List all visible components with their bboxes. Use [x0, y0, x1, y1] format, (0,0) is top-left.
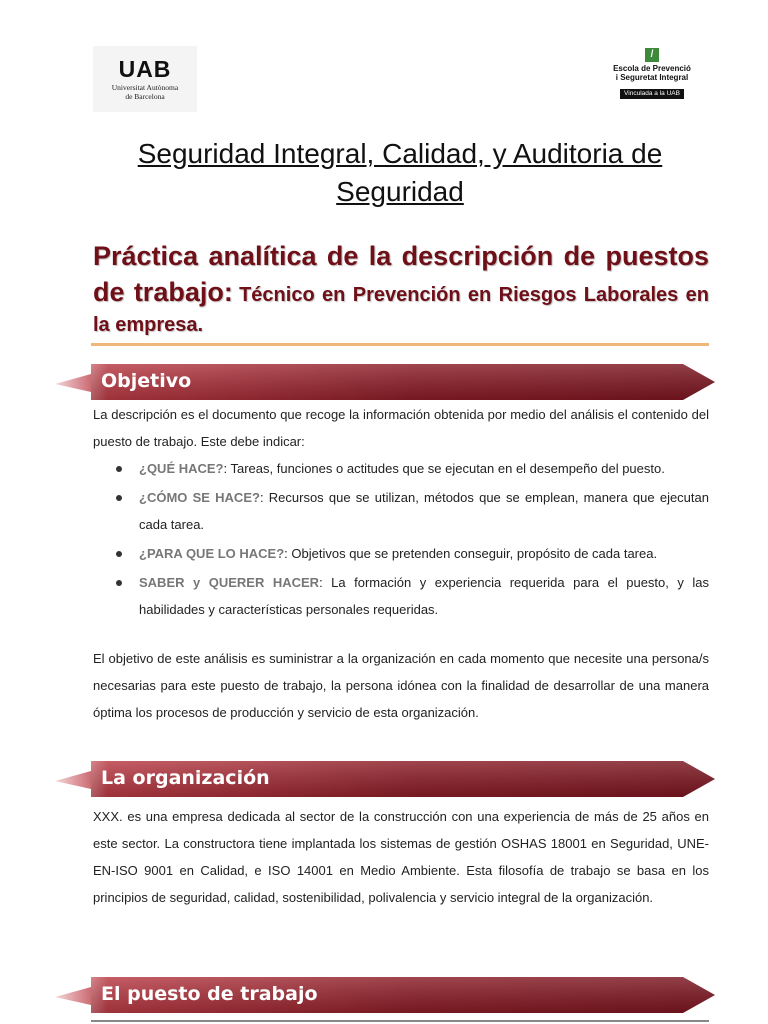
bullet-icon — [116, 580, 122, 586]
subtitle-divider — [91, 343, 709, 346]
bullet-text: : Objetivos que se pretenden conseguir, propósito de cada tarea. — [284, 546, 658, 561]
organizacion-text: XXX. es una empresa dedicada al sector de la construcción con una experiencia de más de 25 años en este sector. La constructora tiene implantada los sistemas de gestión OSHAS 18001 en Seguridad, UNE-EN-ISO 9001 en Calidad, e ISO 14001 en Medio Ambiente. Esta filosofía de trabajo se basa en los principios de seguridad, calidad, sostenibilidad, polivalencia y servicio integral de la organización. — [93, 809, 709, 905]
bullet-term: ¿CÓMO SE HACE? — [139, 490, 260, 505]
bullet-text: : Tareas, funciones o actitudes que se ejecutan en el desempeño del puesto. — [223, 461, 665, 476]
section-banner-puesto — [55, 975, 715, 1015]
list-item — [93, 484, 709, 538]
bullet-icon — [116, 551, 122, 557]
bullet-icon — [116, 466, 122, 472]
bullet-text: : Recursos que se utilizan, métodos que se emplean, manera que ejecutan cada tarea. — [139, 490, 709, 532]
school-logo-line1: Escola de Prevenció — [613, 64, 691, 73]
document-subtitle — [93, 238, 709, 340]
objetivo-bullet-list — [93, 455, 709, 625]
section-banner-objetivo — [55, 362, 715, 402]
uab-logo-line2: de Barcelona — [125, 92, 165, 101]
list-item — [93, 455, 709, 482]
subtitle-detail: Técnico en Prevención en Riesgos Laborales en la empresa. — [93, 284, 709, 336]
bottom-divider — [91, 1020, 709, 1022]
objetivo-intro: La descripción es el documento que recoge la información obtenida por medio del análisis el contenido del puesto de trabajo. Este debe indicar: — [93, 407, 709, 449]
section-heading-puesto: El puesto de trabajo — [101, 983, 318, 1005]
list-item — [93, 540, 709, 567]
section-heading-organizacion: La organización — [101, 767, 270, 789]
school-logo-affiliation: Vinculada a la UAB — [620, 89, 684, 99]
document-title: Seguridad Integral, Calidad, y Auditoria de Seguridad — [137, 138, 663, 207]
uab-logo — [93, 46, 197, 112]
uab-logo-line1: Universitat Autònoma — [111, 83, 179, 92]
section-banner-organizacion — [55, 759, 715, 799]
subtitle-main: Práctica analítica de la descripción de puestos de trabajo: — [93, 241, 709, 307]
school-logo-line2: i Seguretat Integral — [615, 73, 689, 82]
bullet-term: ¿PARA QUE LO HACE? — [139, 546, 285, 561]
school-logo-icon: / — [645, 48, 659, 62]
objetivo-closing: El objetivo de este análisis es suministrar a la organización en cada momento que necesite una persona/s necesarias para este puesto de trabajo, la persona idónea con la finalidad de desarrollar de una manera óptima los procesos de producción y servicio de esta organización. — [93, 651, 709, 720]
uab-logo-mark: UAB — [118, 56, 172, 82]
bullet-text: : La formación y experiencia requerida para el puesto, y las habilidades y características personales requeridas. — [139, 575, 709, 617]
bullet-term: ¿QUÉ HACE? — [139, 461, 224, 476]
school-logo — [606, 48, 698, 103]
section-heading-objetivo: Objetivo — [101, 370, 192, 392]
bullet-icon — [116, 495, 122, 501]
list-item — [93, 569, 709, 623]
bullet-term: SABER y QUERER HACER — [139, 575, 320, 590]
